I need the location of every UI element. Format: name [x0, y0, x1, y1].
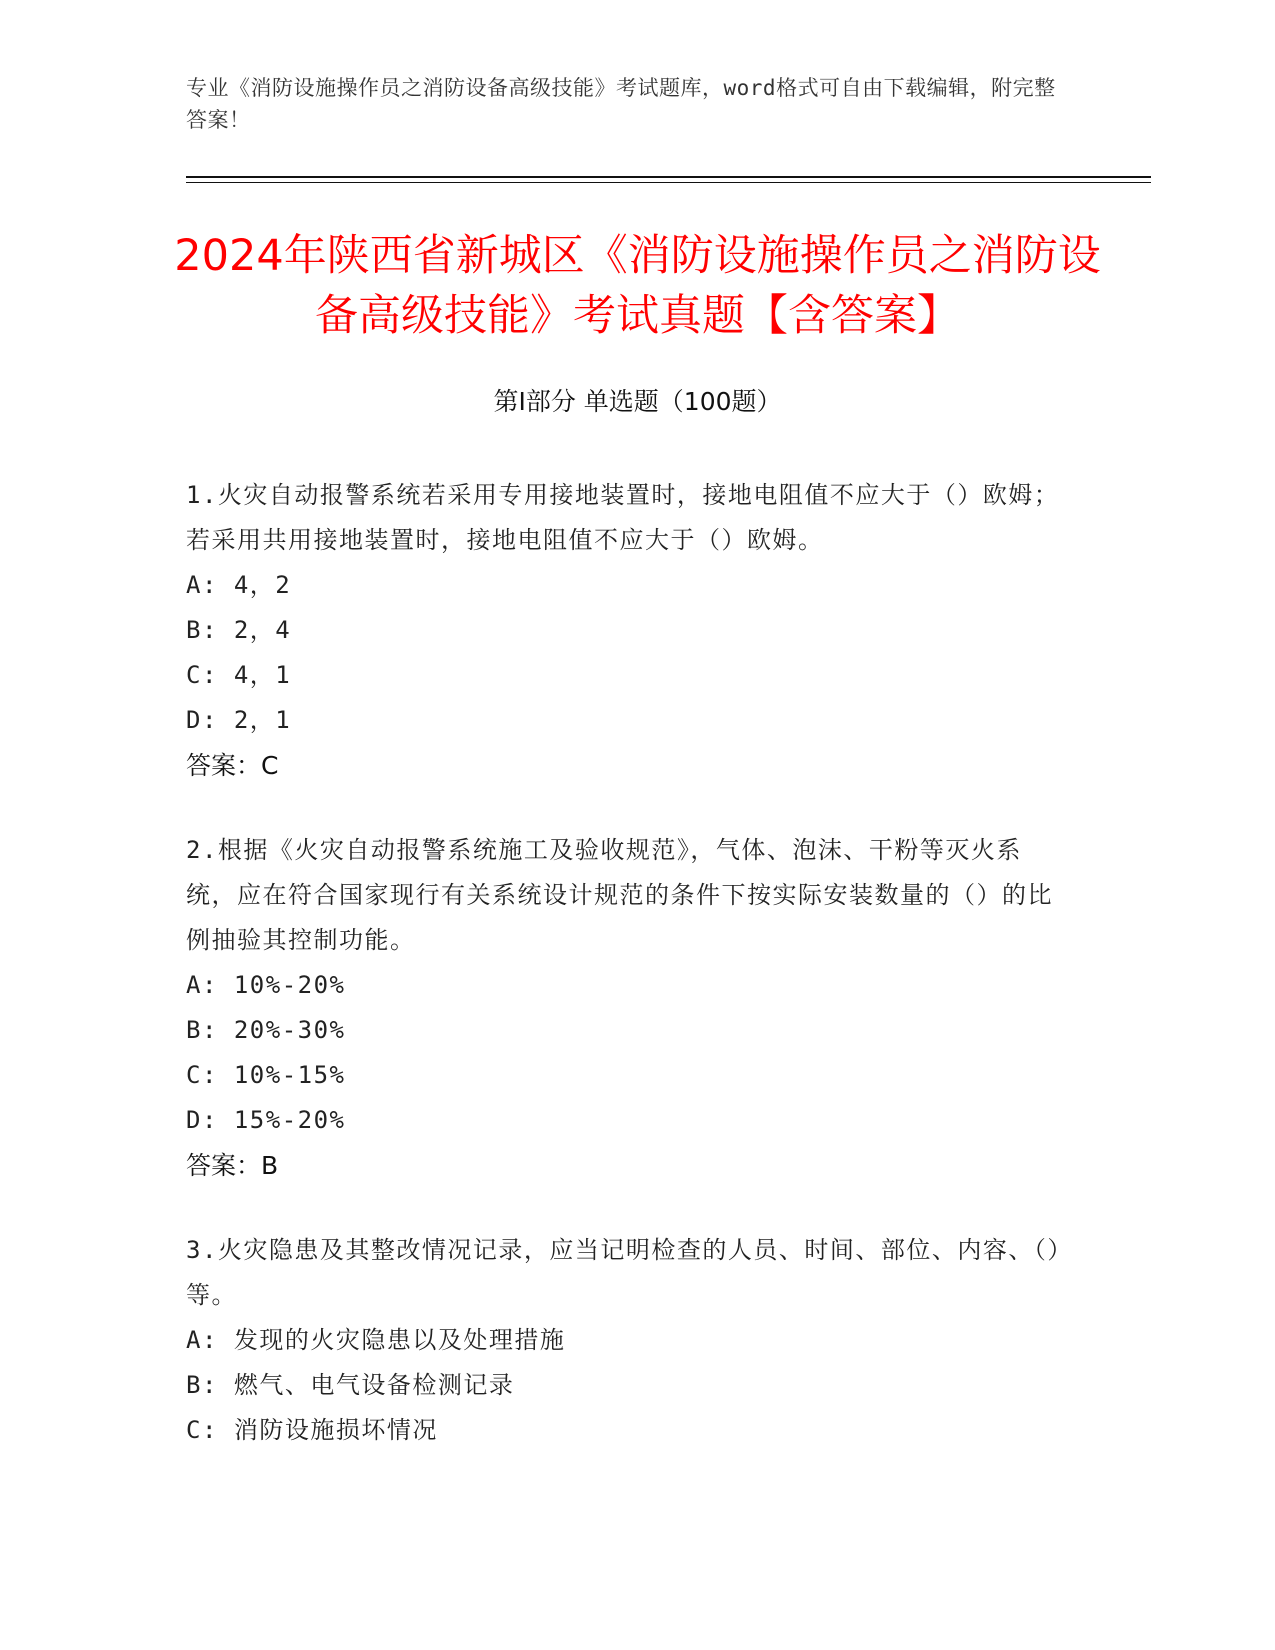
- question-option-b: B: 燃气、电气设备检测记录: [186, 1371, 515, 1399]
- question-option-b: B: 20%-30%: [186, 1016, 346, 1044]
- question-stem: 1.火灾自动报警系统若采用专用接地装置时，接地电阻值不应大于（）欧姆；若采用共用接地装置时，接地电阻值不应大于（）欧姆。: [186, 481, 1060, 554]
- question-option-d: D: 15%-20%: [186, 1106, 346, 1134]
- question-option-a: A: 发现的火灾隐患以及处理措施: [186, 1326, 566, 1354]
- question-option-d: D: 2，1: [186, 706, 292, 734]
- question-option-c: C: 4，1: [186, 661, 292, 689]
- header-divider-thin: [186, 182, 1151, 183]
- question-option-a: A: 10%-20%: [186, 971, 346, 999]
- document-title: 2024年陕西省新城区《消防设施操作员之消防设备高级技能》考试真题【含答案】: [174, 231, 1101, 341]
- question-option-c: C: 消防设施损坏情况: [186, 1416, 438, 1444]
- question-1: [186, 473, 1066, 788]
- question-option-c: C: 10%-15%: [186, 1061, 346, 1089]
- question-option-b: B: 2，4: [186, 616, 292, 644]
- question-stem: 2.根据《火灾自动报警系统施工及验收规范》，气体、泡沫、干粉等灭火系统，应在符合国家现行有关系统设计规范的条件下按实际安装数量的（）的比例抽验其控制功能。: [186, 836, 1053, 954]
- question-stem: 3.火灾隐患及其整改情况记录，应当记明检查的人员、时间、部位、内容、（）等。: [186, 1236, 1061, 1309]
- section-heading: 第I部分 单选题（100题）: [493, 387, 782, 416]
- question-3: [186, 1228, 1066, 1453]
- question-list: [186, 473, 1066, 1493]
- question-answer: 答案：C: [186, 751, 279, 780]
- question-2: [186, 828, 1066, 1188]
- header-note: 专业《消防设施操作员之消防设备高级技能》考试题库，word格式可自由下载编辑，附完整答案！: [186, 76, 1056, 132]
- question-option-a: A: 4，2: [186, 571, 292, 599]
- header-divider-thick: [186, 176, 1151, 178]
- question-answer: 答案：B: [186, 1151, 279, 1180]
